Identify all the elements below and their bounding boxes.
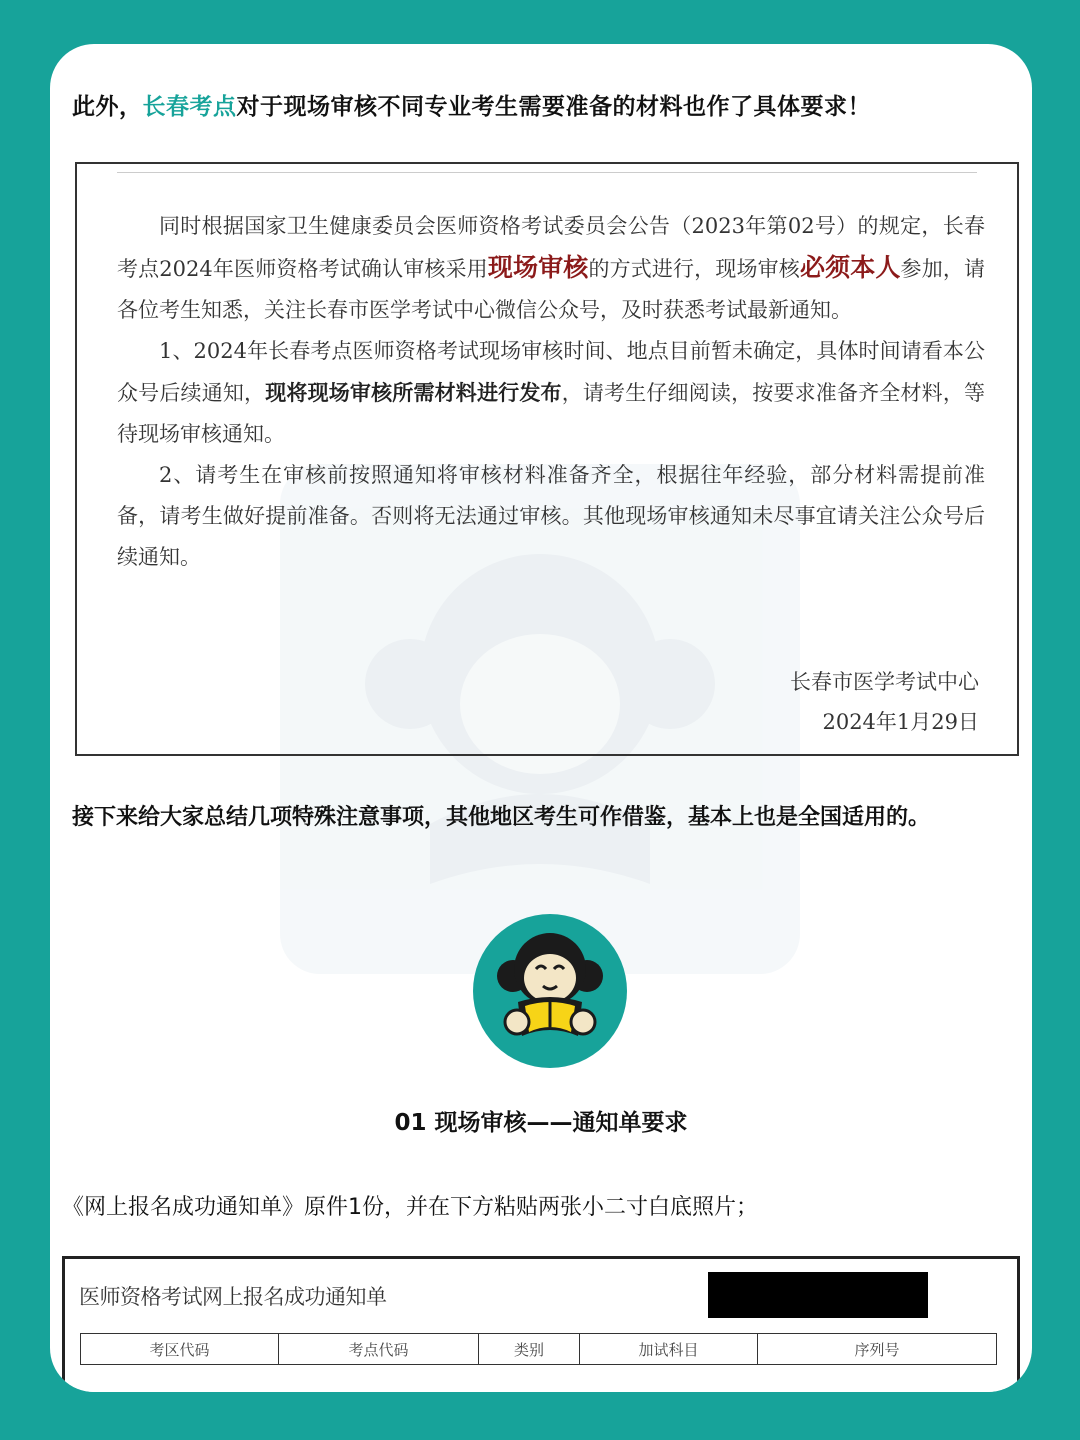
registration-form-image <box>62 1256 1020 1392</box>
notice-box <box>75 162 1019 756</box>
summary-text: 接下来给大家总结几项特殊注意事项，其他地区考生可作借鉴，基本上也是全国适用的。 <box>72 805 931 830</box>
section-title: 01 现场审核——通知单要求 <box>394 1110 688 1136</box>
notice-paragraph-2: 1、2024年长春考点医师资格考试现场审核时间、地点目前暂未确定，具体时间请看本公众号后续通知，现将现场审核所需材料进行发布，请考生仔细阅读，按要求准备齐全材料，等待现场审核通知。 <box>117 339 986 446</box>
column-header: 加试科目 <box>580 1334 758 1365</box>
content-card <box>50 44 1032 1392</box>
monkey-logo-icon <box>473 914 627 1068</box>
monkey-logo <box>473 914 627 1068</box>
column-header: 类别 <box>479 1334 580 1365</box>
notice-paragraph-1: 同时根据国家卫生健康委员会医师资格考试委员会公告（2023年第02号）的规定，长春考点2024年医师资格考试确认审核采用现场审核的方式进行，现场审核必须本人参加，请各位考生知悉，关注长春市医学考试中心微信公众号，及时获悉考试最新通知。 <box>117 214 985 322</box>
notice-signature <box>790 662 979 742</box>
notice-body <box>117 206 985 578</box>
form-title: 医师资格考试网上报名成功通知单 <box>79 1285 387 1309</box>
notice-paragraph-3: 2、请考生在审核前按照通知将审核材料准备齐全，根据往年经验，部分材料需提前准备，请考生做好提前准备。否则将无法通过审核。其他现场审核通知未尽事宜请关注公众号后续通知。 <box>117 463 985 569</box>
form-table <box>80 1333 997 1365</box>
column-header: 序列号 <box>758 1334 997 1365</box>
divider <box>117 172 977 173</box>
requirement-text: 《网上报名成功通知单》原件1份，并在下方粘贴两张小二寸白底照片； <box>62 1195 758 1220</box>
column-header: 考点代码 <box>279 1334 479 1365</box>
column-header: 考区代码 <box>81 1334 279 1365</box>
location-highlight: 长春考点 <box>142 94 237 120</box>
signature-date: 2024年1月29日 <box>822 710 979 734</box>
redacted-block <box>708 1272 928 1318</box>
form-table-header <box>81 1334 997 1365</box>
intro-text: 此外，长春考点对于现场审核不同专业考生需要准备的材料也作了具体要求！ <box>72 94 871 120</box>
signature-org: 长春市医学考试中心 <box>790 670 979 694</box>
